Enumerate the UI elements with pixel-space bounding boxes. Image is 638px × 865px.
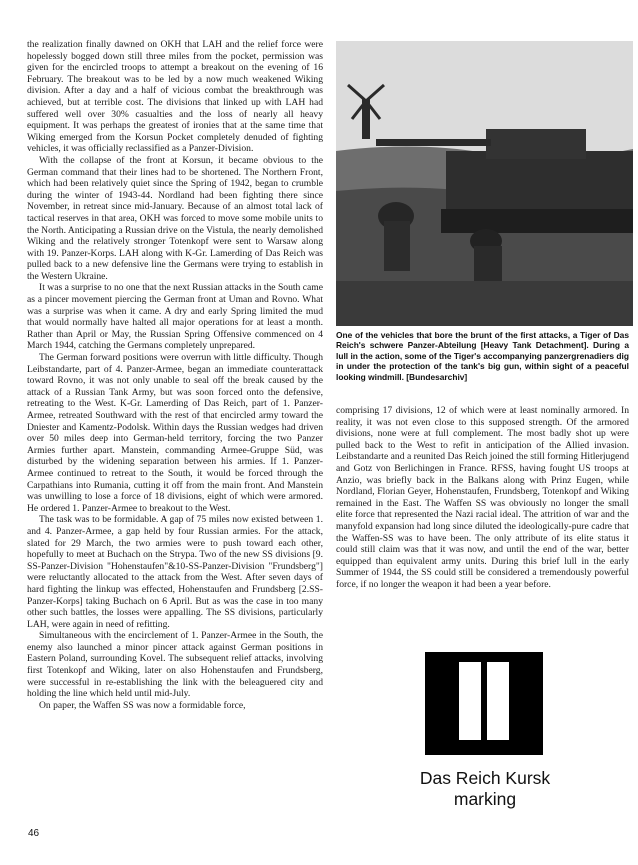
left-text-column bbox=[27, 39, 323, 711]
rune-bar-right bbox=[487, 662, 509, 740]
tiger-tank-photo bbox=[336, 41, 633, 326]
paragraph: On paper, the Waffen SS was now a formidable force, bbox=[39, 699, 246, 711]
rune-bar-left bbox=[459, 662, 481, 740]
marking-label: Das Reich Kursk marking bbox=[419, 768, 551, 809]
paragraph: the realization finally dawned on OKH that LAH and the relief force were hopelessly bogged down still three miles from the pocket, permission was given for the encircled troops to attempt a breakout on the evening of 16 February. The breakout was to be led by a now much weakened Wiking division. After a day and a half of vicious combat the breakthrough was achieved, but at terrible cost. The divisions that linked up with LAH had suffered well over 30% casualties and the loss of nearly all heavy equipment. It was perhaps the greatest of ironies that at the same time that Wiking emerged from the Korsun Pocket completely denuded of fighting vehicles, it was officially reclassified as a Panzer-Division. bbox=[27, 39, 323, 155]
paragraph: Simultaneous with the encirclement of 1. Panzer-Armee in the South, the enemy also launched a minor pincer attack against German positions in Eastern Poland, surrounding Kovel. The subsequent relief attacks, involving first Totenkopf and Wiking, later on also Hohenstaufen and Frundsberg, were successful in re-establishing the link with the beleaguered city and holding the line which held until mid-July. bbox=[27, 630, 323, 700]
paragraph: The German forward positions were overrun with little difficulty. Though Leibstandarte, part of 4. Panzer-Armee, began an immediate counterattack toward Rovno, it was not only unable to seal off the break caused by the attack of a Russian Tank Army, but was soon forced onto the defensive, retreating to the West. K-Gr. Lamerding of Das Reich, part of 1. Panzer-Armee, retreated Southward with the rest of that encircled army toward the Dniester and Kamentz-Podolsk. Within days the Russian wedges had driven over 50 miles deep into German-held territory, forcing the two Panzer Armies further apart. Manstein, commanding Armee-Gruppe Süd, was disturbed by the widening separation between his armies. If 1. Panzer-Armee continued to retreat to the South, it would be forced through the Carpathians into Rumania, cutting it off from the main front. And Manstein was unwilling to lose a force of 18 divisions, eight of which were armored. He ordered 1. Panzer-Armee to breakout to the West. bbox=[27, 352, 323, 514]
paragraph: With the collapse of the front at Korsun, it became obvious to the German command that their lines had to be shortened. The Northern Front, which had been relatively quiet since the Spring of 1942, began to crumble during the winter of 1943-44. Nordland had been fighting there since November, in retreat since mid-January. Because of an almost total lack of tactical reserves in that area, OKH was forced to move some mobile units to the North. Anticipating a Russian drive on the Vistula, the nearly demolished Wiking and the relatively stronger Totenkopf were sent to Warsaw along with 19. Panzer-Korps. LAH along with K-Gr. Lamerding of Das Reich was pulled back to a new defensive line the Germans were trying to establish in the Western Ukraine. bbox=[27, 154, 323, 282]
photo-caption: One of the vehicles that bore the brunt of the first attacks, a Tiger of Das Reich's schwere Panzer-Abteilung [Heavy Tank Detachment]. During a lull in the action, some of the Tiger's accompanying panzergrenadiers dig in under the protection of the tank's big gun, within sight of a peaceful looking windmill. [Bundesarchiv] bbox=[336, 330, 629, 382]
paragraph: It was a surprise to no one that the next Russian attacks in the South came as a pincer movement piercing the German front at Uman and Rovno. What was a surprise was when it came. A dry and early Spring limited the mud that would normally have halted all major operations for at least a month. Rather than April or May, the Russian Spring Offensive commenced on 4 March 1944, catching the Germans completely unprepared. bbox=[27, 282, 323, 352]
page-number: 46 bbox=[28, 828, 40, 839]
das-reich-rune-marking bbox=[425, 652, 543, 755]
photo-illustration bbox=[336, 41, 633, 326]
paragraph: The task was to be formidable. A gap of 75 miles now existed between 1. and 4. Panzer-Armee, a gap held by four Russian armies. For the attack, slated for 29 March, the two armies were to push toward each other, hopefully to meet at Buchach on the Strypa. Two of the new SS divisions [9. SS-Panzer-Division "Hohenstaufen"&10-SS-Panzer-Division "Frundsberg"] were reluctantly allocated to the attack from the West. After seven days of hard fighting the linkup was effected, Hohenstaufen and Frundsberg [2.SS-Panzer-Korps] taking Buchach on 6 April. But as was the case in too many other such battles, the losses were appalling. The SS divisions, particularly LAH, were again in need of refitting. bbox=[27, 514, 323, 630]
right-text-column bbox=[336, 405, 629, 591]
paragraph: comprising 17 divisions, 12 of which were at least nominally armored. In reality, it was not even close to this supposed strength. Of the armored divisions, none were at full complement. The most badly shot up were pulled back to the West to refit in anticipation of the Allied invasion. Leibstandarte and a reunited Das Reich joined the still forming Hitlerjugend and Gotz von Berlichingen in France. RFSS, having fought US troops at Anzio, was briefly back in the Balkans along with Prinz Eugen, while Nordland, Florian Geyer, Hohenstaufen, Frundsberg, Totenkopf and Wiking remained in the East. The Waffen SS was obviously no longer the small elite force that represented the Nazi racial ideal. The attrition of war and the manyfold expansion had long since diluted the ideologically-pure cadre that the Waffen-SS was to have been. The only attribute of its elite status it could still claim was that it was now, and until the end of the war, better equipped than equivalent army units. During this brief lull in the early Summer of 1944, the SS could still be considered a tremendously powerful force, if no longer the weapon it had been a year before. bbox=[336, 405, 629, 590]
